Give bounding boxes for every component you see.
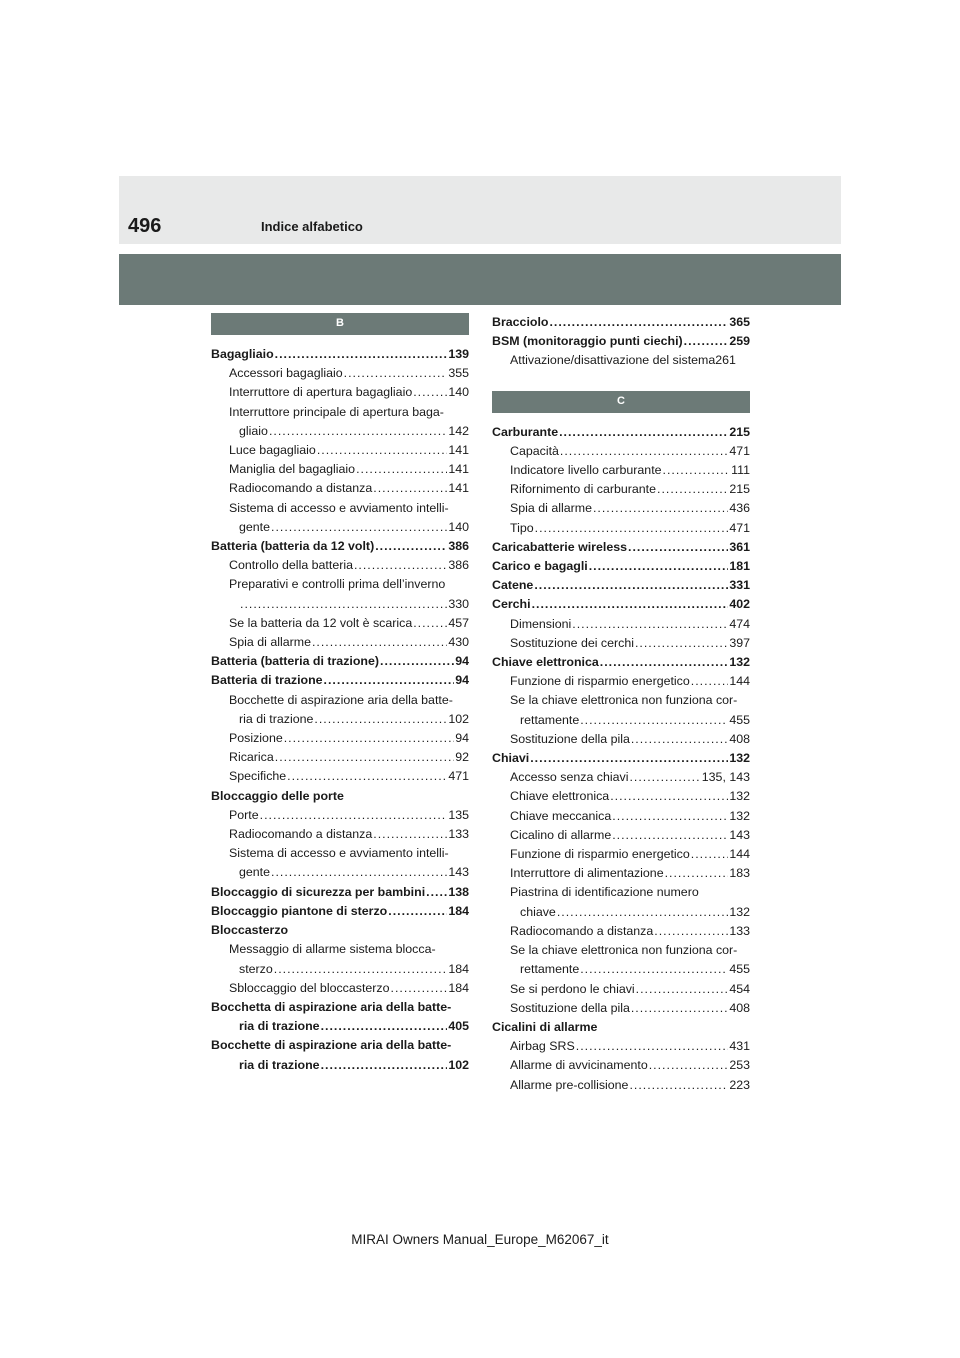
leader-dots (684, 332, 729, 351)
entry-page-number: 141 (448, 462, 469, 477)
entry-page-number: 144 (729, 847, 750, 862)
header-band (119, 176, 841, 244)
entry-label: Airbag SRS (510, 1039, 575, 1054)
entry-label: Accessori bagagliaio (229, 366, 343, 381)
index-entry (211, 345, 469, 364)
index-entry (492, 615, 750, 634)
entry-label: ria di trazione (239, 1057, 320, 1072)
entry-label: Carburante (492, 424, 559, 439)
entry-page-number: 94 (455, 673, 469, 688)
entry-label: Chiave meccanica (510, 808, 612, 823)
leader-dots (275, 345, 448, 364)
entry-page-number: 331 (729, 578, 750, 593)
index-entry (492, 576, 750, 595)
entry-page-number: 144 (729, 674, 750, 689)
index-entry (211, 460, 469, 479)
entry-page-number: 408 (729, 1000, 750, 1015)
entry-page-number: 143 (729, 827, 750, 842)
leader-dots (287, 767, 447, 786)
index-entry (492, 1076, 750, 1095)
leader-dots (576, 1037, 729, 1056)
index-entry (492, 480, 750, 499)
section-title: Indice alfabetico (261, 219, 363, 234)
index-entry (492, 903, 750, 922)
index-entry-text: Bocchette di aspirazione aria della batte- (229, 692, 453, 707)
index-entry (492, 1056, 750, 1075)
leader-dots (631, 730, 728, 749)
leader-dots (691, 845, 729, 864)
entry-page-number: 141 (448, 443, 469, 458)
letter-heading-b: B (211, 313, 469, 335)
leader-dots (260, 806, 448, 825)
entry-page-number: 141 (448, 481, 469, 496)
entry-label: Indicatore livello carburante (510, 463, 662, 478)
index-column-left (211, 313, 469, 1075)
entry-label: Posizione (229, 731, 283, 746)
index-entry (211, 614, 469, 633)
index-entry (211, 1056, 469, 1075)
entry-page-number: 132 (729, 808, 750, 823)
leader-dots (373, 825, 447, 844)
letter-heading-c: C (492, 391, 750, 413)
leader-dots (426, 883, 447, 902)
leader-dots (549, 313, 728, 332)
entry-page-number: 132 (729, 751, 750, 766)
entry-label: BSM (monitoraggio punti ciechi) (492, 334, 683, 349)
entry-page-number: 402 (729, 597, 750, 612)
entry-label: Bloccaggio piantone di sterzo (211, 903, 388, 918)
entry-page-number: 215 (729, 482, 750, 497)
index-entry-text: Sistema di accesso e avviamento intelli- (229, 846, 449, 861)
index-list-b-continued (492, 313, 750, 371)
leader-dots (535, 519, 729, 538)
index-entry (492, 538, 750, 557)
leader-dots (271, 518, 447, 537)
page-number: 496 (128, 215, 162, 237)
index-entry (211, 556, 469, 575)
leader-dots (413, 383, 447, 402)
index-entry-text: Sistema di accesso e avviamento intelli- (229, 500, 449, 515)
leader-dots (344, 364, 448, 383)
leader-dots (391, 979, 448, 998)
index-entry (492, 423, 750, 442)
entry-page-number: 94 (455, 654, 469, 669)
index-entry-text: Bloccasterzo (211, 923, 289, 938)
leader-dots (612, 807, 728, 826)
index-entry (211, 710, 469, 729)
leader-dots (314, 710, 447, 729)
entry-page-number: 184 (448, 903, 469, 918)
entry-label: Se si perdono le chiavi (510, 981, 635, 996)
leader-dots (275, 748, 454, 767)
leader-dots (324, 671, 455, 690)
index-entry (211, 441, 469, 460)
leader-dots (354, 556, 447, 575)
leader-dots (559, 423, 728, 442)
leader-dots (691, 672, 729, 691)
index-entry (492, 634, 750, 653)
footer-manual-id: MIRAI Owners Manual_Europe_M62067_it (351, 1232, 609, 1247)
index-entry-text: Bocchette di aspirazione aria della batte- (211, 1038, 452, 1053)
index-entry (492, 749, 750, 768)
entry-page-number: 135 (448, 807, 469, 822)
index-entry (492, 519, 750, 538)
index-column-right (492, 313, 750, 1095)
entry-label: Specifiche (229, 769, 287, 784)
entry-label: ria di trazione (239, 711, 314, 726)
entry-label: Dimensioni (510, 616, 572, 631)
index-list-c (492, 423, 750, 1095)
entry-page-number: 330 (448, 596, 469, 611)
leader-dots (375, 537, 447, 556)
entry-page-number: 140 (448, 519, 469, 534)
entry-label: Capacità (510, 443, 559, 458)
entry-label: Catene (492, 578, 534, 593)
index-entry (492, 557, 750, 576)
index-entry-text: Messaggio di allarme sistema blocca- (229, 942, 436, 957)
entry-label: Funzione di risparmio energetico (510, 847, 690, 862)
index-entry (492, 960, 750, 979)
entry-label: rettamente (520, 712, 580, 727)
index-entry (492, 730, 750, 749)
leader-dots (635, 634, 728, 653)
entry-label: Tipo (510, 520, 534, 535)
index-entry (492, 499, 750, 518)
leader-dots (631, 999, 728, 1018)
index-entry (211, 364, 469, 383)
index-entry (492, 313, 750, 332)
entry-label: gente (239, 865, 271, 880)
leader-dots (600, 653, 729, 672)
leader-dots (580, 960, 728, 979)
index-entry (492, 922, 750, 941)
index-entry (211, 748, 469, 767)
entry-page-number: 223 (729, 1077, 750, 1092)
entry-label: Chiave elettronica (510, 789, 610, 804)
entry-label: Chiave elettronica (492, 655, 599, 670)
entry-label: ria di trazione (239, 1019, 320, 1034)
index-entry (211, 767, 469, 786)
entry-page-number: 183 (729, 866, 750, 881)
index-entry (211, 479, 469, 498)
leader-dots (657, 480, 728, 499)
leader-dots (580, 711, 728, 730)
index-entry (211, 883, 469, 902)
index-entry (492, 461, 750, 480)
index-entry (211, 422, 469, 441)
entry-label: Allarme di avvicinamento (510, 1058, 648, 1073)
index-entry (492, 1037, 750, 1056)
leader-dots (610, 787, 728, 806)
leader-dots (321, 1017, 448, 1036)
entry-page-number: 184 (448, 980, 469, 995)
leader-dots (612, 826, 728, 845)
entry-page-number: 92 (455, 750, 469, 765)
leader-dots (629, 768, 700, 787)
index-entry (492, 807, 750, 826)
entry-label: Chiavi (492, 751, 530, 766)
entry-label: Sostituzione della pila (510, 731, 630, 746)
index-entry (492, 826, 750, 845)
index-entry (492, 595, 750, 614)
index-entry (211, 1017, 469, 1036)
entry-page-number: 132 (729, 655, 750, 670)
entry-label: Sostituzione dei cerchi (510, 635, 634, 650)
index-entry (211, 518, 469, 537)
entry-label: Bagagliaio (211, 347, 274, 361)
leader-dots (628, 538, 728, 557)
entry-page-number: 397 (729, 635, 750, 650)
entry-label: Batteria (batteria da 12 volt) (211, 539, 375, 554)
entry-page-number: 184 (448, 961, 469, 976)
index-entry (492, 768, 750, 787)
entry-label: Batteria (batteria di trazione) (211, 654, 379, 669)
entry-label: Cerchi (492, 597, 531, 612)
entry-label: Rifornimento di carburante (510, 482, 657, 497)
entry-page-number: 253 (729, 1058, 750, 1073)
leader-dots (380, 652, 454, 671)
index-entry (492, 672, 750, 691)
entry-page-number: 471 (729, 520, 750, 535)
entry-label: Bloccaggio di sicurezza per bambini (211, 884, 426, 899)
entry-label: Controllo della batteria (229, 558, 353, 573)
entry-page-number: 361 (729, 539, 750, 554)
leader-dots (560, 442, 728, 461)
index-entry (211, 960, 469, 979)
index-entry (492, 332, 750, 351)
index-entry (492, 999, 750, 1018)
leader-dots (356, 460, 447, 479)
entry-page-number: 139 (448, 347, 469, 361)
index-entry (492, 442, 750, 461)
index-entry-text: Interruttore principale di apertura baga- (229, 404, 444, 419)
leader-dots (321, 1056, 448, 1075)
index-entry-text: Piastrina di identificazione numero (510, 885, 699, 900)
entry-page-number: 386 (448, 539, 469, 554)
leader-dots (413, 614, 447, 633)
leader-dots (534, 576, 728, 595)
entry-page-number: 471 (448, 769, 469, 784)
index-entry (492, 787, 750, 806)
leader-dots (373, 479, 447, 498)
entry-label: Cicalino di allarme (510, 827, 612, 842)
index-entry-text: Bloccaggio delle porte (211, 788, 344, 803)
entry-label: Allarme pre-collisione (510, 1077, 629, 1092)
entry-page-number: 430 (448, 635, 469, 650)
entry-page-number: 138 (448, 884, 469, 899)
entry-page-number: 133 (729, 923, 750, 938)
index-entry (211, 537, 469, 556)
leader-dots (271, 863, 447, 882)
entry-label: chiave (520, 904, 556, 919)
leader-dots (530, 749, 728, 768)
entry-page-number: 431 (729, 1039, 750, 1054)
leader-dots (589, 557, 729, 576)
entry-label: Interruttore di alimentazione (510, 866, 664, 881)
leader-dots (557, 903, 728, 922)
entry-page-number: 474 (729, 616, 750, 631)
entry-page-number: 215 (729, 424, 750, 439)
entry-page-number: 102 (448, 1057, 469, 1072)
entry-label: Ricarica (229, 750, 274, 765)
entry-label: Radiocomando a distanza (229, 827, 373, 842)
leader-dots (312, 633, 447, 652)
entry-label: Sbloccaggio del bloccasterzo (229, 980, 390, 995)
index-entry (211, 863, 469, 882)
entry-label: Radiocomando a distanza (510, 923, 654, 938)
entry-label: Batteria di trazione (211, 673, 323, 688)
leader-dots (388, 902, 447, 921)
index-entry (211, 671, 469, 690)
entry-label: Interruttore di apertura bagagliaio (229, 385, 413, 400)
entry-page-number: 355 (448, 366, 469, 381)
entry-page-number: 181 (729, 559, 750, 574)
leader-dots (532, 595, 729, 614)
entry-label: rettamente (520, 962, 580, 977)
index-entry (211, 595, 469, 614)
entry-label: Luce bagagliaio (229, 443, 316, 458)
index-entry (492, 980, 750, 999)
entry-page-number: 457 (448, 615, 469, 630)
index-entry-text: Se la chiave elettronica non funziona cor- (510, 693, 738, 708)
index-entry (492, 845, 750, 864)
entry-page-number: 135, 143 (701, 770, 750, 785)
entry-page-number: 102 (448, 711, 469, 726)
entry-label: Spia di allarme (229, 635, 311, 650)
index-entry (211, 652, 469, 671)
entry-label: Carico e bagagli (492, 559, 588, 574)
leader-dots (274, 960, 448, 979)
leader-dots (649, 1056, 729, 1075)
entry-page-number: 386 (448, 558, 469, 573)
entry-label: Maniglia del bagagliaio (229, 462, 356, 477)
entry-label: sterzo (239, 961, 273, 976)
leader-dots (269, 422, 447, 441)
index-entry (211, 729, 469, 748)
index-entry-text: Se la chiave elettronica non funziona cor- (510, 943, 738, 958)
entry-label: Caricabatterie wireless (492, 539, 627, 554)
entry-page-number: 132 (729, 789, 750, 804)
entry-page-number: 140 (448, 385, 469, 400)
leader-dots (654, 922, 728, 941)
index-entry (492, 711, 750, 730)
entry-page-number: 133 (448, 827, 469, 842)
entry-label: Bracciolo (492, 315, 549, 329)
index-entry (211, 383, 469, 402)
entry-label: Porte (229, 807, 259, 822)
index-entry (211, 902, 469, 921)
entry-page-number: 454 (729, 981, 750, 996)
entry-page-number: 94 (455, 731, 469, 746)
entry-page-number: 132 (729, 904, 750, 919)
leader-dots (317, 441, 448, 460)
leader-dots (240, 595, 447, 614)
index-entry (211, 825, 469, 844)
entry-label: Accesso senza chiavi (510, 770, 629, 785)
leader-dots (572, 615, 728, 634)
leader-dots (665, 864, 729, 883)
entry-page-number: 436 (729, 501, 750, 516)
entry-label: Se la batteria da 12 volt è scarica (229, 615, 413, 630)
entry-label: Sostituzione della pila (510, 1000, 630, 1015)
leader-dots (284, 729, 454, 748)
entry-page-number: 365 (729, 315, 750, 329)
entry-page-number: 142 (448, 423, 469, 438)
index-entry (211, 806, 469, 825)
entry-label: gente (239, 519, 271, 534)
leader-dots (593, 499, 728, 518)
index-entry (492, 864, 750, 883)
leader-dots (663, 461, 731, 480)
entry-label: Spia di allarme (510, 501, 592, 516)
index-entry-text: Bocchetta di aspirazione aria della batte- (211, 999, 452, 1014)
entry-label: Funzione di risparmio energetico (510, 674, 690, 689)
leader-dots (636, 980, 729, 999)
index-entry (211, 979, 469, 998)
leader-dots (629, 1076, 728, 1095)
entry-label: Radiocomando a distanza (229, 481, 373, 496)
entry-page-number: 405 (448, 1019, 469, 1034)
entry-page-number: 455 (729, 712, 750, 727)
index-entry (211, 633, 469, 652)
entry-page-number: 408 (729, 731, 750, 746)
entry-page-number: 143 (448, 865, 469, 880)
index-list-b (211, 345, 469, 1075)
index-entry-text: Attivazione/disattivazione del sistema261 (510, 353, 736, 368)
entry-page-number: 259 (729, 334, 750, 349)
entry-page-number: 111 (731, 463, 750, 478)
index-entry-text: Cicalini di allarme (492, 1019, 598, 1034)
index-entry (492, 653, 750, 672)
entry-label: gliaio (239, 423, 268, 438)
entry-page-number: 455 (729, 962, 750, 977)
index-entry-text: Preparativi e controlli prima dell’inverno (229, 577, 446, 592)
entry-page-number: 471 (729, 443, 750, 458)
header-dark-band (119, 254, 841, 305)
